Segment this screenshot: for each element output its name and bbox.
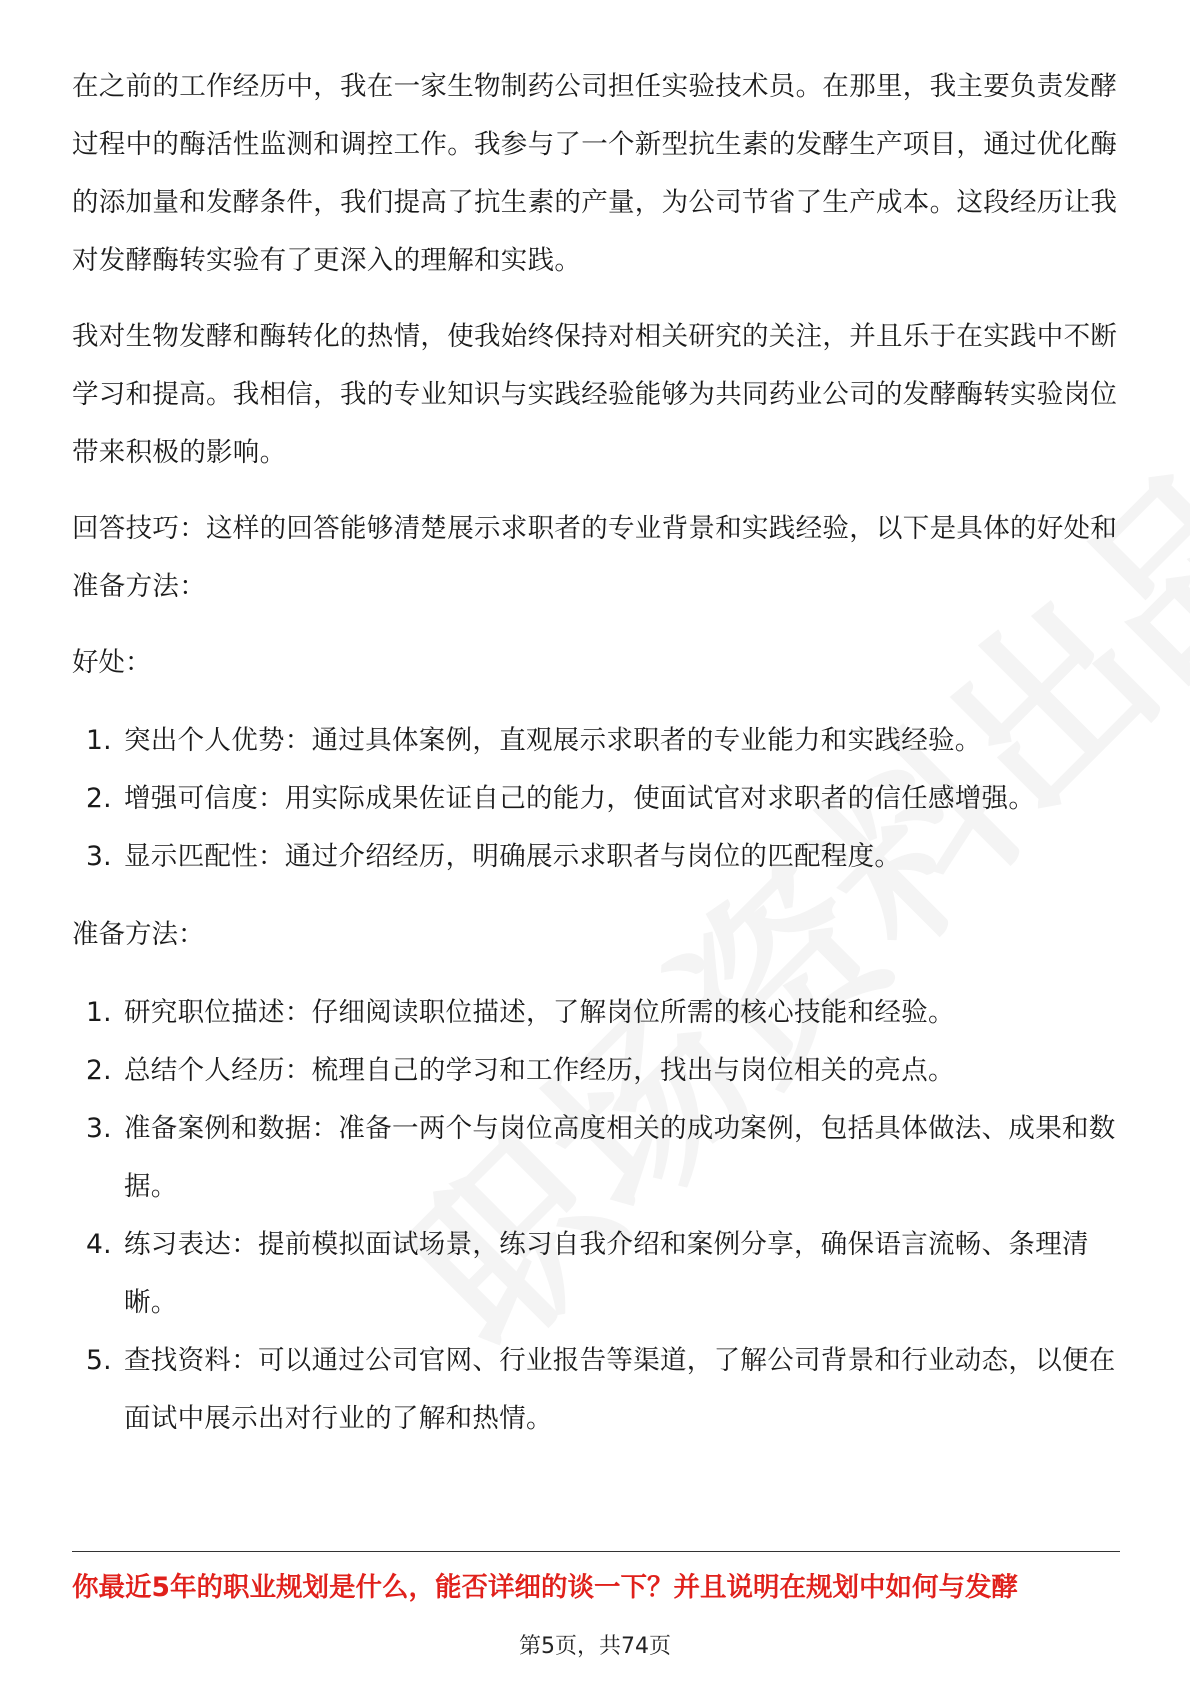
list-number: 5. [86,1345,112,1376]
list-number: 1. [86,997,112,1028]
list-number: 3. [86,1113,112,1144]
list-text: 查找资料：可以通过公司官网、行业报告等渠道，了解公司背景和行业动态，以便在面试中展示出对行业的了解和热情。 [124,1345,1116,1434]
list-text: 总结个人经历：梳理自己的学习和工作经历，找出与岗位相关的亮点。 [124,1055,955,1086]
paragraph-passion: 我对生物发酵和酶转化的热情，使我始终保持对相关研究的关注，并且乐于在实践中不断学习和提高。我相信，我的专业知识与实践经验能够为共同药业公司的发酵酶转实验岗位带来积极的影响。 [72,321,1118,468]
list-item [72,828,1122,886]
next-question-heading: 你最近5年的职业规划是什么，能否详细的谈一下？并且说明在规划中如何与发酵 [72,1572,1018,1603]
list-number: 4. [86,1229,112,1260]
preparation-list [72,984,1122,1448]
list-text: 增强可信度：用实际成果佐证自己的能力，使面试官对求职者的信任感增强。 [124,783,1036,814]
list-item [72,770,1122,828]
list-number: 3. [86,841,112,872]
list-item [72,1100,1122,1216]
list-item [72,1042,1122,1100]
list-text: 突出个人优势：通过具体案例，直观展示求职者的专业能力和实践经验。 [124,725,982,756]
list-item [72,984,1122,1042]
benefits-heading: 好处： [72,647,152,678]
list-number: 1. [86,725,112,756]
list-item [72,1216,1122,1332]
list-item [72,1332,1122,1448]
paragraph-experience: 在之前的工作经历中，我在一家生物制药公司担任实验技术员。在那里，我主要负责发酵过程中的酶活性监测和调控工作。我参与了一个新型抗生素的发酵生产项目，通过优化酶的添加量和发酵条件，我们提高了抗生素的产量，为公司节省了生产成本。这段经历让我对发酵酶转实验有了更深入的理解和实践。 [72,71,1118,276]
list-text: 准备案例和数据：准备一两个与岗位高度相关的成功案例，包括具体做法、成果和数据。 [124,1113,1116,1202]
list-item [72,712,1122,770]
preparation-heading: 准备方法： [72,919,205,950]
list-text: 练习表达：提前模拟面试场景，练习自我介绍和案例分享，确保语言流畅、条理清晰。 [124,1229,1089,1318]
list-number: 2. [86,783,112,814]
list-number: 2. [86,1055,112,1086]
list-text: 研究职位描述：仔细阅读职位描述，了解岗位所需的核心技能和经验。 [124,997,955,1028]
main-content [72,58,1122,1468]
page-number: 第5页，共74页 [519,1634,671,1659]
benefits-list [72,712,1122,886]
list-text: 显示匹配性：通过介绍经历，明确展示求职者与岗位的匹配程度。 [124,841,902,872]
section-divider [72,1551,1120,1552]
paragraph-tips: 回答技巧：这样的回答能够清楚展示求职者的专业背景和实践经验，以下是具体的好处和准备方法： [72,513,1118,602]
